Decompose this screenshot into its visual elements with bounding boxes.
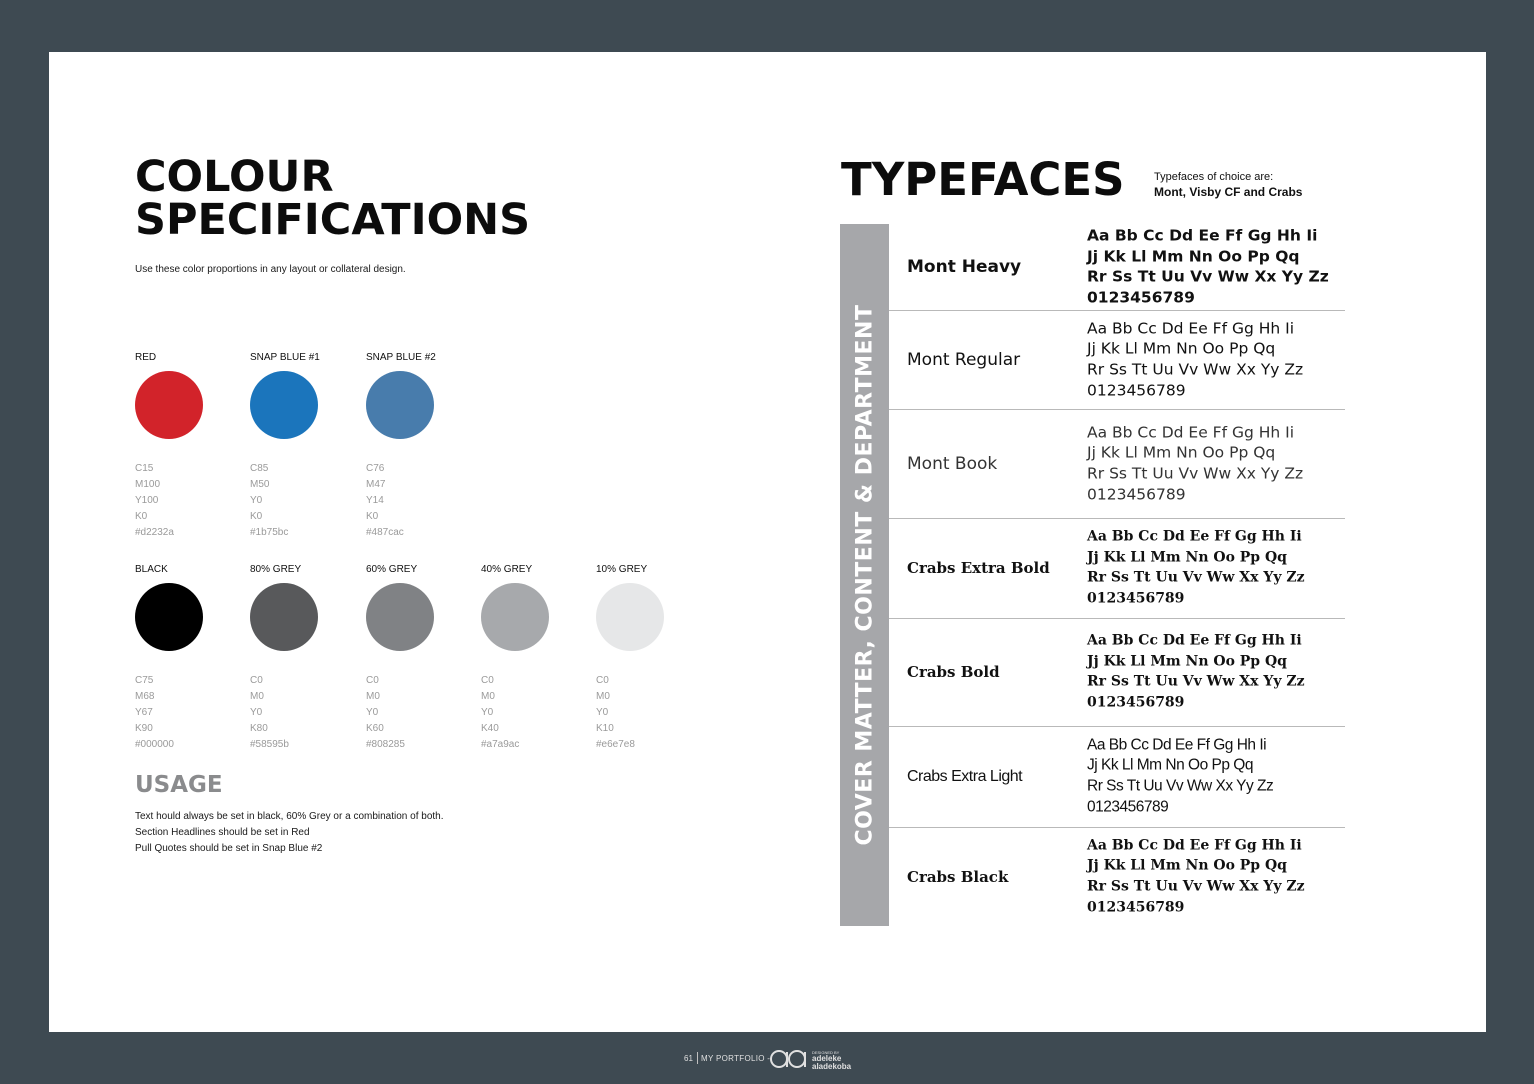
code-m: M0 [481, 691, 495, 702]
swatch-circle [366, 583, 434, 651]
swatch-codes [366, 461, 466, 541]
code-y: Y0 [250, 495, 263, 506]
title-line-1: COLOUR [135, 152, 334, 202]
typeface-name: Mont Book [907, 453, 998, 474]
swatch-label: SNAP BLUE #1 [250, 352, 320, 363]
code-y: Y14 [366, 495, 384, 506]
code-hex: #808285 [366, 739, 405, 750]
logo-letters: aa [769, 1048, 771, 1049]
footer-divider [697, 1052, 698, 1064]
code-m: M0 [596, 691, 610, 702]
swatch-codes [596, 673, 696, 753]
portfolio-page [49, 52, 1486, 1032]
code-hex: #487cac [366, 527, 404, 538]
code-c: C15 [135, 463, 154, 474]
credit-name-1: adeleke [812, 1054, 842, 1063]
sample-line: Jj Kk Ll Mm Nn Oo Pp Qq [1087, 443, 1276, 462]
typeface-name: Crabs Black [907, 867, 1009, 886]
swatch-snap-blue-1 [250, 351, 350, 541]
code-m: M0 [366, 691, 380, 702]
sample-line: 0123456789 [1087, 798, 1169, 816]
sample-line: Rr Ss Tt Uu Vv Ww Xx Yy Zz [1087, 360, 1304, 379]
swatch-codes [135, 461, 235, 541]
swatch-label: 40% GREY [481, 564, 533, 575]
swatch-red [135, 351, 235, 541]
swatch-80-grey [250, 563, 350, 753]
typeface-sample [1087, 226, 1329, 309]
code-m: M47 [366, 479, 386, 490]
typefaces-intro [1154, 170, 1302, 200]
typeface-name: Crabs Extra Bold [907, 559, 1050, 577]
code-c: C75 [135, 675, 154, 686]
typefaces-intro-line: Typefaces of choice are: [1154, 171, 1274, 183]
typeface-row-crabs-bold [889, 618, 1345, 727]
colour-specifications-title [135, 152, 531, 245]
swatch-60-grey [366, 563, 466, 753]
sample-line: Aa Bb Cc Dd Ee Ff Gg Hh Ii [1087, 632, 1302, 649]
sample-line: 0123456789 [1087, 288, 1195, 307]
sample-line: Aa Bb Cc Dd Ee Ff Gg Hh Ii [1087, 837, 1302, 854]
swatch-label: 60% GREY [366, 564, 418, 575]
typeface-sample [1087, 631, 1305, 714]
sample-line: Jj Kk Ll Mm Nn Oo Pp Qq [1087, 549, 1287, 566]
typeface-row-crabs-extra-bold [889, 518, 1345, 619]
typeface-row-crabs-black [889, 827, 1345, 926]
typeface-row-crabs-extra-light [889, 726, 1345, 828]
code-y: Y0 [596, 707, 609, 718]
code-c: C0 [481, 675, 494, 686]
code-m: M68 [135, 691, 155, 702]
usage-line: Section Headlines should be set in Red [135, 827, 310, 838]
code-k: K10 [596, 723, 614, 734]
code-m: M0 [250, 691, 264, 702]
sample-line: Jj Kk Ll Mm Nn Oo Pp Qq [1087, 756, 1253, 774]
swatch-label: 10% GREY [596, 564, 648, 575]
usage-lines [135, 809, 444, 857]
code-y: Y67 [135, 707, 153, 718]
typeface-row-mont-regular [889, 310, 1345, 410]
code-m: M50 [250, 479, 270, 490]
footer-label: MY PORTFOLIO - [701, 1054, 771, 1063]
swatch-10-grey [596, 563, 696, 753]
swatch-label: BLACK [135, 564, 168, 575]
swatch-circle [596, 583, 664, 651]
sample-line: 0123456789 [1087, 381, 1186, 400]
code-c: C76 [366, 463, 385, 474]
sample-line: Aa Bb Cc Dd Ee Ff Gg Hh Ii [1087, 736, 1267, 754]
sample-line: Aa Bb Cc Dd Ee Ff Gg Hh Ii [1087, 423, 1295, 442]
sample-line: Aa Bb Cc Dd Ee Ff Gg Hh Ii [1087, 528, 1302, 545]
code-k: K90 [135, 723, 153, 734]
swatch-black [135, 563, 235, 753]
swatch-codes [481, 673, 581, 753]
swatch-label: RED [135, 352, 157, 363]
footer-page-number: 61 [684, 1054, 693, 1063]
swatch-circle [366, 371, 434, 439]
code-k: K80 [250, 723, 268, 734]
sample-line: Rr Ss Tt Uu Vv Ww Xx Yy Zz [1087, 464, 1304, 483]
sample-line: Rr Ss Tt Uu Vv Ww Xx Yy Zz [1087, 268, 1329, 286]
code-y: Y100 [135, 495, 159, 506]
designer-logo [769, 1048, 809, 1070]
code-hex: #d2232a [135, 527, 174, 538]
code-hex: #e6e7e8 [596, 739, 635, 750]
code-c: C85 [250, 463, 269, 474]
swatch-circle [481, 583, 549, 651]
typeface-row-mont-heavy [889, 224, 1345, 311]
code-hex: #000000 [135, 739, 174, 750]
sample-line: 0123456789 [1087, 590, 1185, 607]
sample-line: Jj Kk Ll Mm Nn Oo Pp Qq [1087, 339, 1276, 358]
code-k: K40 [481, 723, 499, 734]
code-k: K0 [250, 511, 263, 522]
typeface-name: Crabs Bold [907, 663, 1000, 681]
sample-line: Aa Bb Cc Dd Ee Ff Gg Hh Ii [1087, 319, 1295, 338]
usage-line: Pull Quotes should be set in Snap Blue #2 [135, 843, 323, 854]
sample-line: Aa Bb Cc Dd Ee Ff Gg Hh Ii [1087, 226, 1318, 245]
code-hex: #a7a9ac [481, 739, 520, 750]
code-c: C0 [366, 675, 379, 686]
code-c: C0 [596, 675, 609, 686]
credit-name-2: aladekoba [812, 1062, 852, 1071]
code-k: K60 [366, 723, 384, 734]
sample-line: Rr Ss Tt Uu Vv Ww Xx Yy Zz [1087, 878, 1305, 895]
sample-line: 0123456789 [1087, 485, 1186, 504]
typefaces-side-bar [840, 224, 889, 926]
code-y: Y0 [366, 707, 379, 718]
sample-line: 0123456789 [1087, 899, 1185, 916]
swatch-codes [366, 673, 466, 753]
swatch-codes [135, 673, 235, 753]
typeface-row-mont-book [889, 409, 1345, 519]
page-footer [0, 1044, 1534, 1074]
sample-line: Jj Kk Ll Mm Nn Oo Pp Qq [1087, 653, 1287, 670]
code-k: K0 [366, 511, 379, 522]
swatch-label: SNAP BLUE #2 [366, 352, 436, 363]
sample-line: Jj Kk Ll Mm Nn Oo Pp Qq [1087, 247, 1300, 266]
typeface-sample [1087, 422, 1303, 505]
typeface-sample [1087, 318, 1303, 401]
credit-small: DESIGNED BY [812, 1050, 840, 1055]
swatch-circle [250, 371, 318, 439]
sample-line: Jj Kk Ll Mm Nn Oo Pp Qq [1087, 857, 1287, 874]
swatch-circle [135, 583, 203, 651]
sample-line: Rr Ss Tt Uu Vv Ww Xx Yy Zz [1087, 674, 1305, 690]
title-line-2: SPECIFICATIONS [135, 195, 531, 245]
typeface-sample [1087, 527, 1305, 610]
sample-line: Rr Ss Tt Uu Vv Ww Xx Yy Zz [1087, 777, 1274, 795]
typeface-sample [1087, 735, 1273, 818]
code-m: M100 [135, 479, 161, 490]
swatch-40-grey [481, 563, 581, 753]
typeface-name: Mont Heavy [907, 257, 1022, 277]
code-y: Y0 [481, 707, 494, 718]
swatch-codes [250, 673, 350, 753]
swatch-snap-blue-2 [366, 351, 466, 541]
swatch-circle [135, 371, 203, 439]
sample-line: Rr Ss Tt Uu Vv Ww Xx Yy Zz [1087, 570, 1305, 586]
footer-credit [812, 1050, 851, 1071]
typeface-sample [1087, 835, 1305, 918]
colour-subtitle: Use these color proportions in any layout or collateral design. [135, 264, 406, 275]
swatch-codes [250, 461, 350, 541]
typefaces-intro-fonts: Mont, Visby CF and Crabs [1154, 185, 1303, 199]
code-k: K0 [135, 511, 148, 522]
code-hex: #58595b [250, 739, 289, 750]
code-hex: #1b75bc [250, 527, 289, 538]
code-c: C0 [250, 675, 263, 686]
typeface-name: Mont Regular [907, 349, 1021, 370]
side-bar-label: COVER MATTER, CONTENT & DEPARTMENT [852, 304, 877, 846]
usage-title: USAGE [135, 772, 223, 798]
swatch-circle [250, 583, 318, 651]
sample-line: 0123456789 [1087, 694, 1185, 711]
usage-line: Text hould always be set in black, 60% Grey or a combination of both. [135, 811, 444, 822]
code-y: Y0 [250, 707, 263, 718]
typefaces-title: TYPEFACES [841, 153, 1125, 206]
typeface-name: Crabs Extra Light [907, 767, 1023, 785]
swatch-label: 80% GREY [250, 564, 302, 575]
